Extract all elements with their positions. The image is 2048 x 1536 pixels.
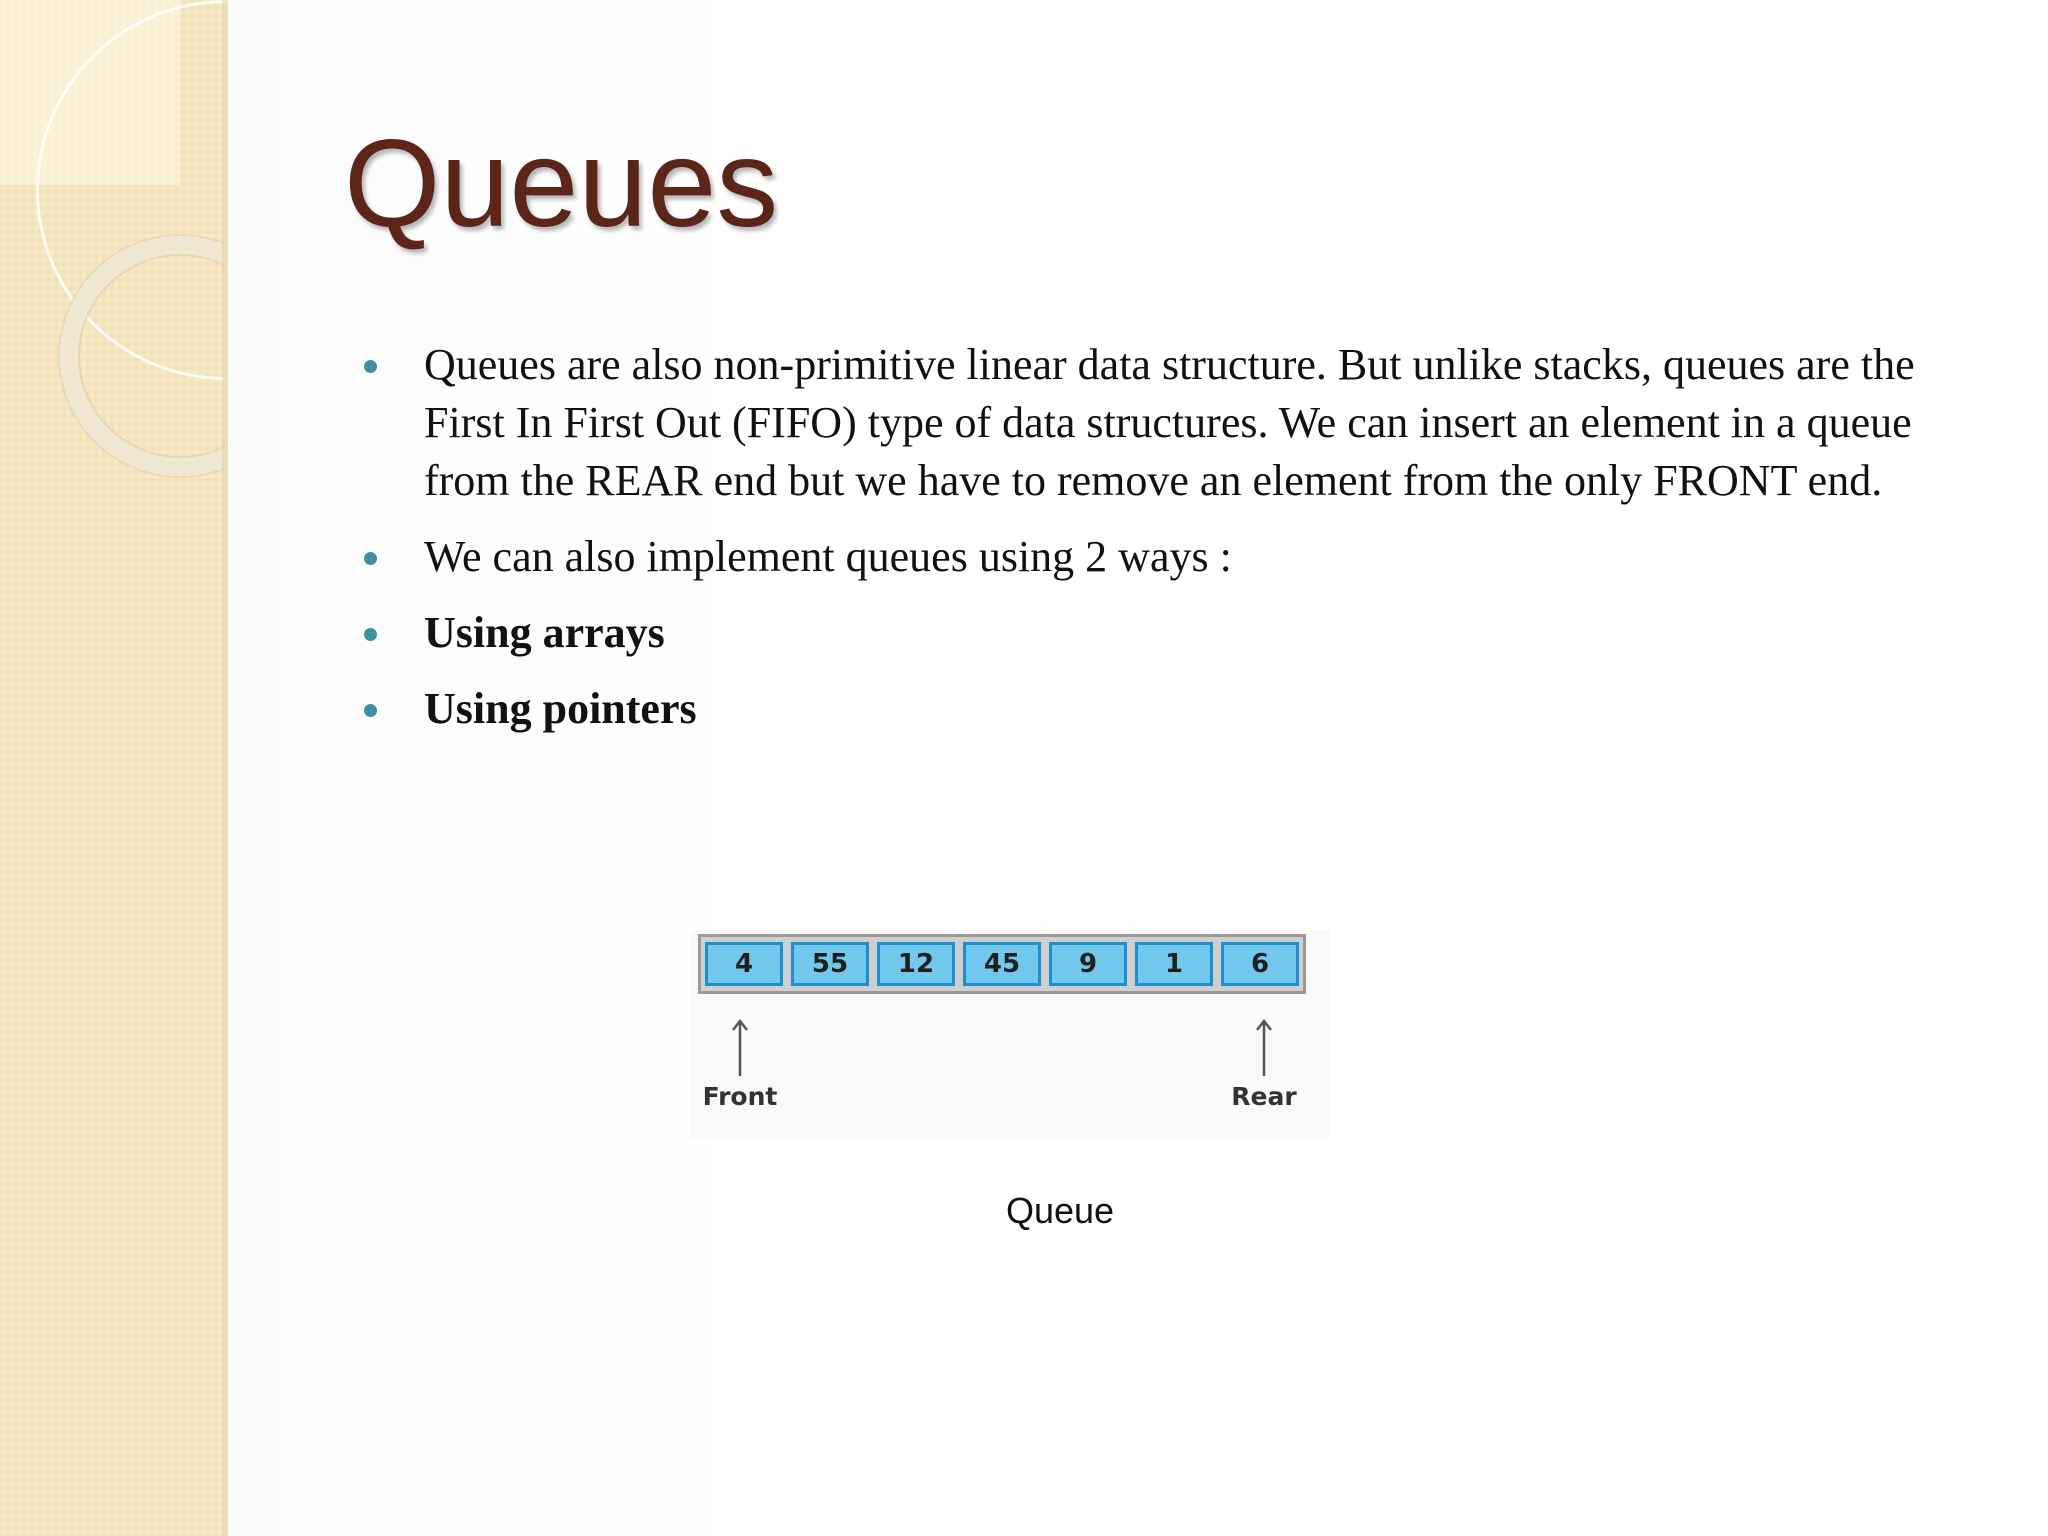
bullet-list [356,336,1996,756]
queue-cell: 55 [791,942,869,986]
slide-title: Queues [344,115,779,253]
bullet-dot-icon [364,704,377,717]
bullet-text: Queues are also non-primitive linear data structure. But unlike stacks, queues are the First In First Out (FIFO) type of data structures. We can insert an element in a queue from the REAR end but we have to remove an element from the only FRONT end. [424,340,1915,505]
queue-cell: 9 [1049,942,1127,986]
bullet-dot-icon [364,360,377,373]
front-label: Front [702,1082,778,1111]
queue-cell: 4 [705,942,783,986]
bullet-dot-icon [364,552,377,565]
queue-cell: 1 [1135,942,1213,986]
diagram-caption: Queue [1005,1190,1115,1231]
rear-label: Rear [1231,1082,1297,1111]
queue-cell: 12 [877,942,955,986]
queue-cell: 45 [963,942,1041,986]
decorative-side-band [0,0,228,1536]
front-pointer [690,1018,790,1111]
arrow-up-icon [1254,1018,1274,1076]
bullet-text: Using arrays [424,608,665,657]
queue-cell: 6 [1221,942,1299,986]
bullet-item-arrays [356,604,1996,662]
queue-diagram [690,930,1330,1140]
arrow-up-icon [730,1018,750,1076]
bullet-text: Using pointers [424,684,697,733]
bullet-text: We can also implement queues using 2 ways : [424,532,1232,581]
bullet-dot-icon [364,628,377,641]
rear-pointer [1214,1018,1314,1111]
bullet-item-pointers [356,680,1996,738]
queue-array [698,934,1306,994]
bullet-item-definition [356,336,1996,510]
bullet-item-ways [356,528,1996,586]
